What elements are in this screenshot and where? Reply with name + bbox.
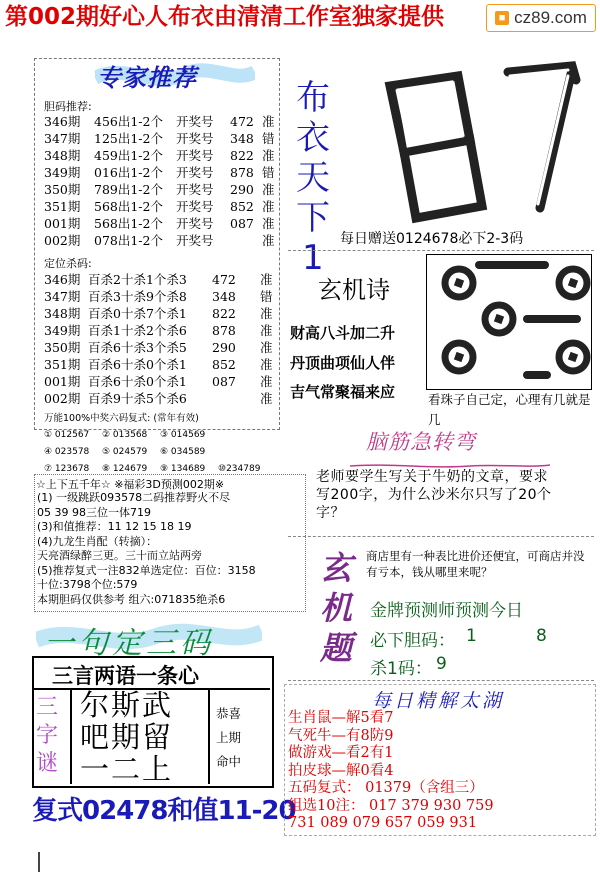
dan-num: 290	[230, 182, 254, 197]
kill-num: 290	[212, 340, 236, 355]
brain-title: 脑筋急转弯	[366, 430, 476, 454]
wanneng-combo: ② 013568	[102, 430, 148, 440]
dan-label: 开奖号	[176, 199, 214, 214]
dan-code: 456出1-2个	[94, 114, 163, 129]
kill-qi: 347期	[44, 289, 81, 304]
dan-result: 错	[262, 131, 275, 146]
fucai-line: 05 39 98三位一体719	[37, 505, 151, 519]
gold-dan-a: 1	[466, 626, 477, 646]
dan-result: 准	[262, 199, 275, 214]
gold-dan-label: 必下胆码：	[370, 631, 455, 651]
fucai-line: 本期胆码仅供参考 组六:071835绝杀6	[37, 592, 226, 606]
kill-code: 百杀6十杀0个杀1	[88, 374, 187, 389]
kill-code: 百杀6十杀3个杀5	[88, 340, 187, 355]
kill-result: 错	[260, 289, 273, 304]
dan-result: 准	[262, 182, 275, 197]
xuanji-ti-char: 玄	[320, 549, 353, 587]
wanneng-combo: ⑦ 123678	[44, 464, 90, 474]
wanneng-row	[44, 427, 284, 444]
dan-row	[44, 130, 284, 147]
taihu-line: 五码复式： 01379（含组三）	[288, 780, 484, 796]
dan-num: 348	[230, 131, 254, 146]
kill-row	[44, 288, 284, 305]
xuanji-poem-title: 玄机诗	[318, 276, 390, 304]
kill-code: 百杀2十杀1个杀3	[88, 272, 187, 287]
kill-result: 准	[260, 374, 273, 389]
xuanji-ti-riddle: 商店里有一种表比进价还便宜，可商店并没有亏本，钱从哪里来呢？	[366, 549, 585, 579]
kill-code: 百杀1十杀2个杀6	[88, 323, 187, 338]
fucai-lines	[37, 491, 307, 607]
kill-qi: 001期	[44, 374, 81, 389]
fucai-line: (5)推荐复式一注832单选定位：百位：3158	[37, 563, 256, 577]
dan-row	[44, 164, 284, 181]
fucai-line: 十位:3798个位:579	[37, 578, 138, 591]
dan-row	[44, 181, 284, 198]
yiju-side	[216, 702, 266, 774]
gold-dan-b: 8	[536, 626, 547, 646]
dan-num: 822	[230, 148, 254, 163]
dan-code: 789出1-2个	[94, 182, 163, 197]
buyi-digits-graphic	[340, 58, 590, 248]
dan-num: 087	[230, 216, 254, 231]
taihu-lines	[288, 710, 592, 833]
kill-num: 852	[212, 357, 236, 372]
gold-kill-label: 杀1码：	[370, 659, 432, 679]
kill-table	[44, 271, 284, 407]
dan-label: 开奖号	[176, 165, 214, 180]
fucai-line: (4)九龙生肖配（转摘）：	[37, 534, 158, 548]
dan-num: 852	[230, 199, 254, 214]
dan-result: 错	[262, 165, 275, 180]
yiju-sub: 三言两语一条心	[52, 664, 199, 688]
wanneng-combo: ③ 014569	[160, 430, 206, 440]
buyi-divider	[288, 250, 594, 251]
dan-result: 准	[262, 114, 275, 129]
wanneng-title: 万能100%中奖六码复式: (常年有效)	[44, 413, 199, 424]
kill-qi: 350期	[44, 340, 81, 355]
dan-code: 568出1-2个	[94, 216, 163, 231]
site-logo[interactable]	[486, 4, 596, 32]
beads-caption: 看珠子自己定，心理有几就是几	[428, 392, 591, 427]
dan-qi: 002期	[44, 233, 81, 248]
kill-row	[44, 322, 284, 339]
yiju-riddle-line: 吧期留	[80, 720, 174, 754]
wanneng-combo: ⑤ 024579	[102, 447, 148, 457]
buyi-char: 1	[302, 238, 324, 278]
fucai-line: 天亮酒绿醉三更。三十而立站两旁	[37, 549, 202, 562]
kill-code: 百杀0十杀7个杀1	[88, 306, 187, 321]
xuanji-ti-char: 题	[320, 629, 353, 667]
dan-label: 开奖号	[176, 182, 214, 197]
yiju-banner: 一句定三码	[44, 626, 214, 661]
dan-qi: 351期	[44, 199, 81, 214]
dan-num	[230, 232, 262, 249]
taihu-title: 每日精解太湖	[372, 690, 505, 712]
yiju-side-line: 命中	[216, 754, 242, 769]
brain-question: 老师要学生写关于牛奶的文章，要求写200字，为什么沙米尔只写了20个字？	[316, 469, 552, 521]
dan-code: 078出1-2个	[94, 233, 163, 248]
kill-row	[44, 373, 284, 390]
buyi-char: 天	[296, 158, 330, 198]
kill-result: 准	[260, 391, 273, 406]
dan-label: 开奖号	[176, 148, 214, 163]
kill-qi: 351期	[44, 357, 81, 372]
wanneng-row	[44, 444, 284, 461]
taihu-line: 气死牛—有8防9	[288, 727, 394, 744]
beads-box	[426, 254, 592, 390]
kill-num	[212, 390, 260, 407]
kill-qi: 348期	[44, 306, 81, 321]
yiju-riddle-line: 尔斯武	[80, 688, 174, 722]
dan-table	[44, 113, 284, 249]
kill-row	[44, 356, 284, 373]
xuanji-poem-line: 丹顶曲项仙人伴	[290, 354, 396, 372]
kill-qi: 346期	[44, 272, 81, 287]
taihu-line: 组选10注： 017 379 930 759	[288, 797, 494, 814]
taihu-line: 731 089 079 657 059 931	[288, 815, 478, 831]
kill-row	[44, 271, 284, 288]
logo-text: cz89.com	[514, 8, 587, 27]
dan-code: 568出1-2个	[94, 199, 163, 214]
dan-qi: 347期	[44, 131, 81, 146]
chain-digits-svg	[340, 58, 590, 248]
kill-code: 百杀6十杀0个杀1	[88, 357, 187, 372]
buyi-char: 下	[296, 198, 330, 238]
buyi-char: 布	[296, 78, 330, 118]
kill-num: 878	[212, 323, 236, 338]
yiju-riddle-line: 一二上	[80, 752, 174, 786]
page-title: 第002期好心人布衣由清清工作室独家提供	[5, 4, 445, 30]
gold-kill-val: 9	[436, 654, 447, 674]
dan-code: 459出1-2个	[94, 148, 163, 163]
dan-row	[44, 147, 284, 164]
dan-num: 878	[230, 165, 254, 180]
dan-label: 开奖号	[176, 114, 214, 129]
dan-result: 准	[262, 216, 275, 231]
fucai-heading: ☆上下五千年☆ ※福彩3D预测002期※	[36, 478, 225, 491]
kill-num: 348	[212, 289, 236, 304]
yiju-vertical-char: 字	[36, 723, 59, 748]
beads-graphic	[427, 255, 591, 389]
yiju-vertical	[36, 694, 68, 778]
kill-num: 822	[212, 306, 236, 321]
expert-banner-text: 专家推荐	[97, 64, 197, 92]
dan-qi: 348期	[44, 148, 81, 163]
buyi-char: 衣	[296, 118, 330, 158]
xuanji-ti-char: 机	[320, 589, 353, 627]
dan-qi: 349期	[44, 165, 81, 180]
yiju-vertical-char: 谜	[36, 751, 59, 776]
brain-title-underline	[350, 454, 550, 460]
yiju-side-line: 上期	[216, 730, 242, 745]
kill-qi: 002期	[44, 391, 81, 406]
dan-result: 准	[262, 148, 275, 163]
daily-gift-text: 每日赠送0124678必下2-3码	[340, 231, 524, 247]
logo-icon: ■	[495, 11, 509, 25]
wanneng-combo: ① 012567	[44, 430, 90, 440]
kill-title: 定位杀码:	[44, 257, 92, 270]
left-margin-mark	[38, 852, 40, 872]
dan-qi: 001期	[44, 216, 81, 231]
dan-num: 472	[230, 114, 254, 129]
xuanji-poem-line: 吉气常聚福来应	[290, 383, 396, 401]
dan-qi: 350期	[44, 182, 81, 197]
kill-code: 百杀3十杀9个杀8	[88, 289, 187, 304]
dan-title: 胆码推荐:	[44, 100, 92, 113]
dan-row	[44, 215, 284, 232]
kill-num: 472	[212, 272, 236, 287]
kill-code: 百杀9十杀5个杀6	[88, 391, 187, 406]
taihu-line: 拍皮球—解0看4	[288, 762, 394, 779]
dan-row	[44, 232, 284, 249]
kill-qi: 349期	[44, 323, 81, 338]
dan-label: 开奖号	[176, 216, 214, 231]
kill-row	[44, 305, 284, 322]
kill-result: 准	[260, 272, 273, 287]
kill-result: 准	[260, 340, 273, 355]
xuanji-ti-vertical	[320, 548, 364, 668]
dan-row	[44, 113, 284, 130]
buyi-vertical	[296, 78, 336, 278]
kill-result: 准	[260, 323, 273, 338]
brain-divider	[288, 536, 594, 537]
xuanji-poem-line: 财高八斗加二升	[290, 324, 396, 342]
wanneng-combo: ⑧ 124679	[102, 464, 148, 474]
dan-code: 125出1-2个	[94, 131, 163, 146]
kill-row	[44, 339, 284, 356]
dan-label: 开奖号	[176, 233, 214, 248]
yiju-bottom: 复式02478和值11-20	[32, 796, 296, 826]
fucai-line: (3)和值推荐：11 12 15 18 19	[37, 520, 192, 533]
fucai-line: (1) 一级跳跃093578二码推荐野火不尽	[37, 491, 231, 504]
gold-title: 金牌预测师预测今日	[370, 601, 523, 621]
wanneng-combo: ⑨ 134689	[160, 464, 206, 474]
expert-banner	[95, 58, 255, 92]
wanneng-combo: ⑩234789	[218, 464, 261, 474]
yiju-vertical-char: 三	[36, 695, 59, 720]
taihu-line: 做游戏—看2有1	[288, 745, 394, 761]
kill-result: 准	[260, 357, 273, 372]
taihu-line: 生肖鼠—解5看7	[288, 710, 394, 726]
yiju-side-line: 恭喜	[216, 706, 242, 721]
kill-result: 准	[260, 306, 273, 321]
dan-qi: 346期	[44, 114, 81, 129]
dan-label: 开奖号	[176, 131, 214, 146]
wanneng-combo: ⑥ 034589	[160, 447, 206, 457]
wanneng-grid	[44, 427, 284, 478]
xuanji-ti-divider	[288, 680, 594, 681]
dan-code: 016出1-2个	[94, 165, 163, 180]
kill-row	[44, 390, 284, 407]
kill-num: 087	[212, 374, 236, 389]
dan-row	[44, 198, 284, 215]
wanneng-combo: ④ 023578	[44, 447, 90, 457]
dan-result: 准	[262, 233, 275, 248]
